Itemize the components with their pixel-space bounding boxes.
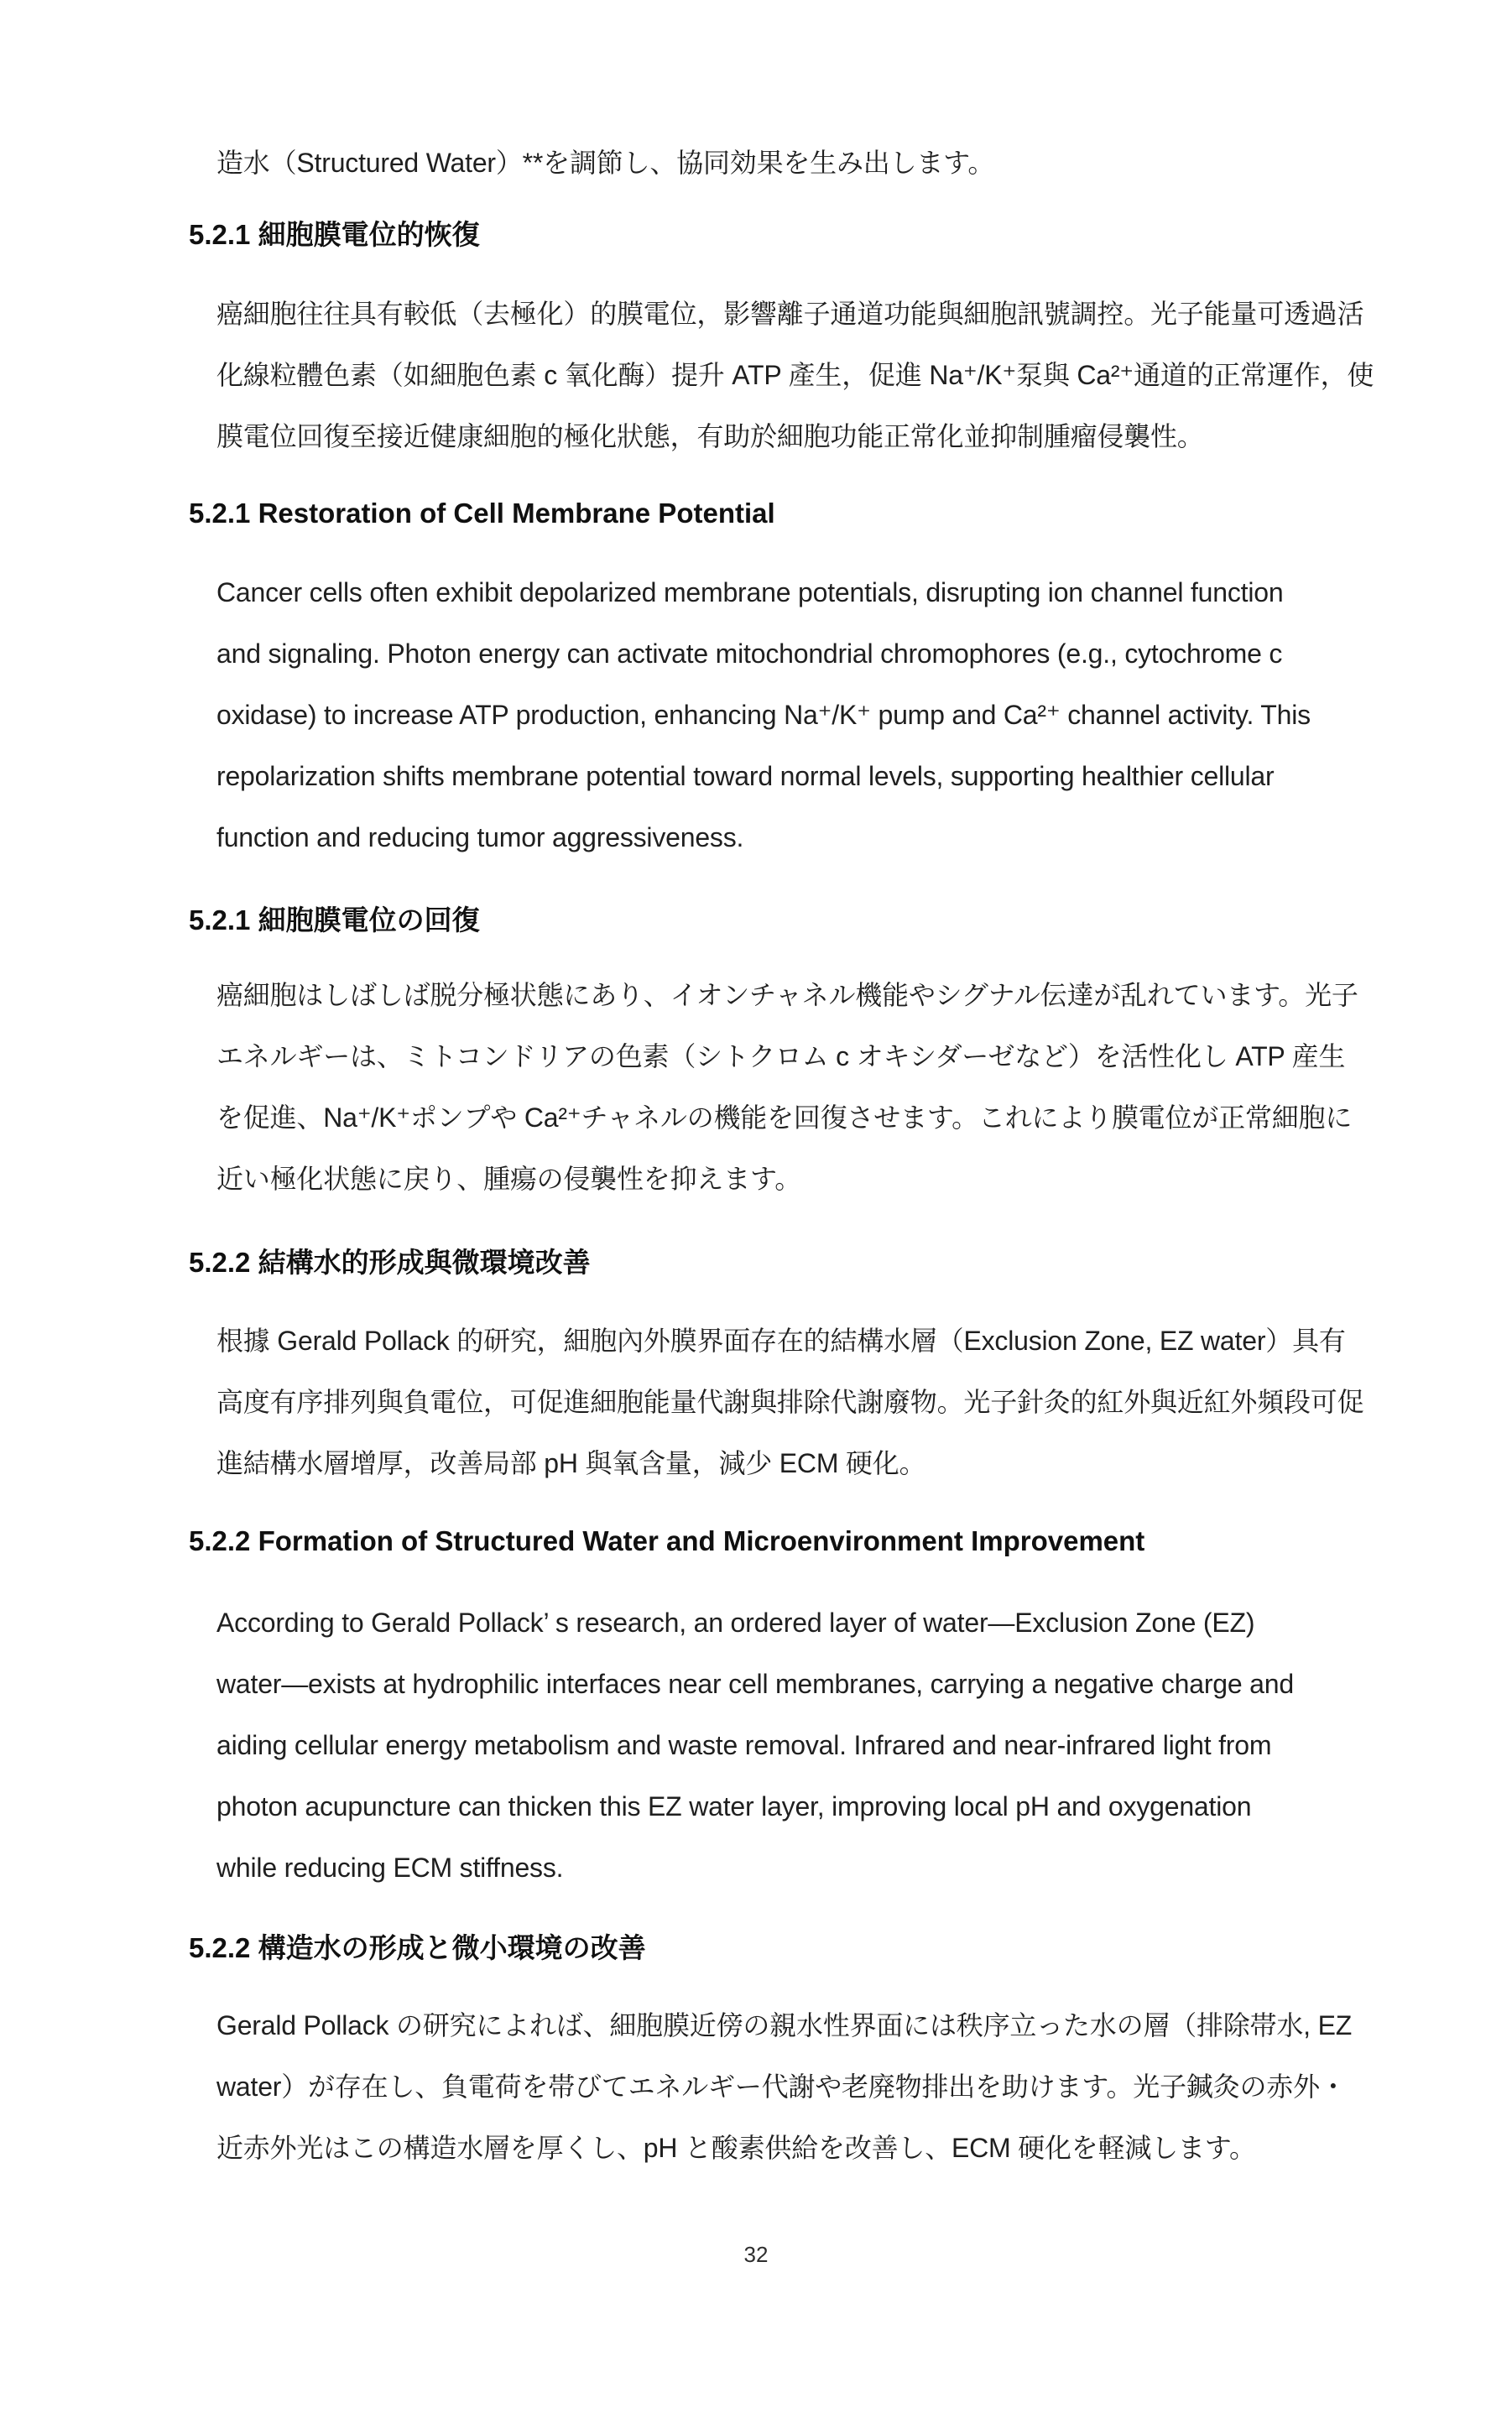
text-line: エネルギーは、ミトコンドリアの色素（シトクロム c オキシダーゼなど）を活性化し ATP 産生	[216, 1041, 1346, 1071]
paragraph-en-5-2-2	[216, 1592, 1294, 1899]
text-line: function and reducing tumor aggressiveness.	[216, 822, 744, 852]
text-line: 膜電位回復至接近健康細胞的極化狀態，有助於細胞功能正常化並抑制腫瘤侵襲性。	[216, 421, 1204, 451]
paragraph-ja-5-2-1	[216, 965, 1358, 1210]
text-line: oxidase) to increase ATP production, enhancing Na⁺/K⁺ pump and Ca²⁺ channel activity. This	[216, 700, 1311, 730]
heading-ja-5-2-2: 5.2.2 構造水の形成と微小環境の改善	[189, 1932, 646, 1963]
page-number: 32	[743, 2242, 769, 2267]
text-line: 近赤外光はこの構造水層を厚くし、pH と酸素供給を改善し、ECM 硬化を軽減します。	[216, 2133, 1256, 2163]
text-line: Cancer cells often exhibit depolarized membrane potentials, disrupting ion channel function	[216, 577, 1284, 607]
text-line: aiding cellular energy metabolism and waste removal. Infrared and near-infrared light from	[216, 1730, 1272, 1760]
text-line: water）が存在し、負電荷を帯びてエネルギー代謝や老廃物排出を助けます。光子鍼灸の赤外・	[216, 2072, 1347, 2102]
text-line: while reducing ECM stiffness.	[216, 1853, 564, 1883]
paragraph-ja-continuation	[216, 133, 994, 194]
text-line: photon acupuncture can thicken this EZ water layer, improving local pH and oxygenation	[216, 1791, 1252, 1821]
text-line: 進結構水層增厚，改善局部 pH 與氧含量，減少 ECM 硬化。	[216, 1448, 926, 1478]
text-line: repolarization shifts membrane potential toward normal levels, supporting healthier cellular	[216, 761, 1275, 791]
text-line: and signaling. Photon energy can activate mitochondrial chromophores (e.g., cytochrome c	[216, 638, 1283, 669]
text-line: 造水（Structured Water）**を調節し、協同効果を生み出します。	[216, 148, 995, 178]
heading-zh-5-2-1: 5.2.1 細胞膜電位的恢復	[189, 219, 480, 250]
text-line: 癌細胞往往具有較低（去極化）的膜電位，影響離子通道功能與細胞訊號調控。光子能量可透過活	[216, 299, 1364, 329]
text-line: 高度有序排列與負電位，可促進細胞能量代謝與排除代謝廢物。光子針灸的紅外與近紅外頻段可促	[216, 1387, 1364, 1417]
paragraph-zh-5-2-2	[216, 1311, 1363, 1494]
heading-ja-5-2-1: 5.2.1 細胞膜電位の回復	[189, 904, 480, 935]
heading-en-5-2-1: 5.2.1 Restoration of Cell Membrane Potential	[189, 498, 775, 529]
text-line: を促進、Na⁺/K⁺ポンプや Ca²⁺チャネルの機能を回復させます。これにより膜電位が正常細胞に	[216, 1102, 1353, 1133]
text-line: 近い極化状態に戻り、腫瘍の侵襲性を抑えます。	[216, 1164, 802, 1194]
text-line: 根據 Gerald Pollack 的研究，細胞內外膜界面存在的結構水層（Exclusion Zone, EZ water）具有	[216, 1326, 1346, 1356]
text-line: 癌細胞はしばしば脱分極状態にあり、イオンチャネル機能やシグナル伝達が乱れています。光子	[216, 980, 1358, 1010]
paragraph-en-5-2-1	[216, 562, 1311, 868]
text-line: 化線粒體色素（如細胞色素 c 氧化酶）提升 ATP 產生，促進 Na⁺/K⁺泵與 Ca²⁺通道的正常運作，使	[216, 360, 1374, 390]
paragraph-ja-5-2-2	[216, 1995, 1352, 2179]
text-line: According to Gerald Pollack’ s research, an ordered layer of water—Exclusion Zone (EZ)	[216, 1608, 1255, 1638]
heading-zh-5-2-2: 5.2.2 結構水的形成與微環境改善	[189, 1247, 591, 1278]
heading-en-5-2-2: 5.2.2 Formation of Structured Water and Microenvironment Improvement	[189, 1525, 1145, 1556]
text-line: water—exists at hydrophilic interfaces near cell membranes, carrying a negative charge and	[216, 1669, 1294, 1699]
paragraph-zh-5-2-1	[216, 284, 1374, 467]
text-line: Gerald Pollack の研究によれば、細胞膜近傍の親水性界面には秩序立った水の層（排除帯水, EZ	[216, 2010, 1353, 2040]
